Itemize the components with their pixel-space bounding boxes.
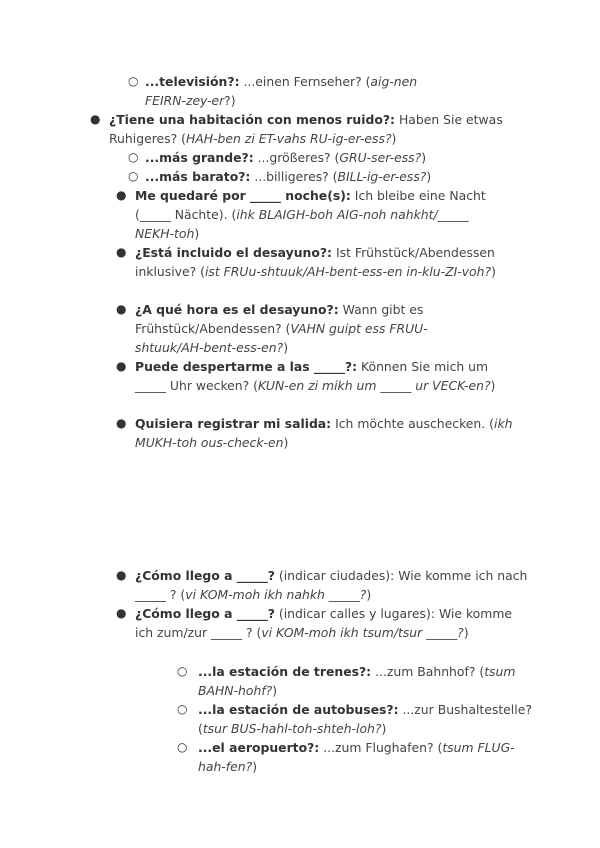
spanish-phrase: Quisiera registrar mi salida: [135,416,332,431]
german-translation: Wann gibt es Frühstück/Abendessen? ( [135,302,424,336]
list-item [116,300,465,357]
german-translation: (indicar calles y lugares): Wie komme ich zum/zur _____ ? ( [135,606,513,640]
hollow-bullet-icon: ○ [128,169,139,183]
pronunciation-close: ) [490,378,496,393]
filled-bullet-icon: ● [116,245,127,259]
pronunciation-close: ?) [224,93,236,108]
spanish-phrase: Me quedaré por _____ noche(s): [135,188,351,203]
filled-bullet-icon: ● [116,302,127,316]
list-item [116,357,520,395]
pronunciation-close: ) [421,150,427,165]
spanish-phrase: ...televisión?: [145,74,240,89]
phrase-text [135,566,535,604]
phrase-text [145,167,485,186]
pronunciation: aig-nen FEIRN-zey-er [145,74,418,108]
german-translation: Ich möchte auschecken. ( [331,416,494,431]
list-item [128,72,445,110]
pronunciation-close: ) [283,340,289,355]
german-translation: ...einen Fernseher? ( [239,74,371,89]
pronunciation: BILL-ig-er-ess? [337,169,427,184]
spanish-phrase: ...más grande?: [145,150,254,165]
pronunciation-close: ) [463,625,469,640]
german-translation: Können Sie mich um _____ Uhr wecken? ( [135,359,489,393]
list-item [116,186,510,243]
pronunciation-close: ) [366,587,372,602]
pronunciation: tsum BAHN-hohf? [198,664,516,698]
phrase-text [145,148,485,167]
filled-bullet-icon: ● [116,416,127,430]
hollow-bullet-icon: ○ [128,150,139,164]
spanish-phrase: ¿A qué hora es el desayuno?: [135,302,339,317]
pronunciation-close: ) [283,435,289,450]
german-translation: Haben Sie etwas Ruhigeres? ( [109,112,503,146]
german-translation: ...größeres? ( [253,150,340,165]
spanish-phrase: ...más barato?: [145,169,251,184]
spanish-phrase: ¿Está incluido el desayuno?: [135,245,333,260]
spanish-phrase: ...el aeropuerto?: [198,740,320,755]
list-item [116,243,520,281]
hollow-bullet-icon: ○ [177,702,188,716]
german-translation: ...zur Bushaltestelle? ( [198,702,532,736]
list-item [90,110,529,148]
pronunciation: GRU-ser-ess? [339,150,422,165]
list-item [128,167,485,186]
pronunciation-close: ) [252,759,258,774]
hollow-bullet-icon: ○ [128,74,139,88]
german-translation: ...billigeres? ( [250,169,338,184]
german-translation: ...zum Flughafen? ( [319,740,443,755]
filled-bullet-icon: ● [116,606,127,620]
german-translation: Ich bleibe eine Nacht (_____ Nächte). ( [135,188,486,222]
filled-bullet-icon: ● [116,359,127,373]
pronunciation: ist FRUu-shtuuk/AH-bent-ess-en in-klu-ZI-voh? [204,264,492,279]
spanish-phrase: ...la estación de autobuses?: [198,702,399,717]
pronunciation: vi KOM-moh ikh tsum/tsur _____? [261,625,464,640]
list-item [116,566,535,604]
pronunciation-close: ) [391,131,397,146]
pronunciation: KUN-en zi mikh um _____ ur VECK-en? [258,378,491,393]
pronunciation: HAH-ben zi ET-vahs RU-ig-er-ess? [185,131,392,146]
phrase-text [135,186,510,243]
phrase-text [198,700,533,738]
phrase-text [135,243,520,281]
list-item [116,604,530,642]
list-item [116,414,520,452]
pronunciation-close: ) [491,264,496,279]
hollow-bullet-icon: ○ [177,664,188,678]
pronunciation-close: ) [272,683,278,698]
phrase-text [135,300,465,357]
german-translation: ...zum Bahnhof? ( [371,664,485,679]
phrase-text [109,110,529,148]
list-item [177,700,533,738]
pronunciation: VAHN guipt ess FRUU-shtuuk/AH-bent-ess-en? [135,321,428,355]
filled-bullet-icon: ● [90,112,101,126]
phrase-text [135,357,520,395]
phrase-text [198,738,533,776]
spanish-phrase: ...la estación de trenes?: [198,664,372,679]
list-item [177,738,533,776]
pronunciation: vi KOM-moh ikh nahkh _____? [185,587,367,602]
pronunciation-close: ) [426,169,432,184]
pronunciation: tsur BUS-hahl-toh-shteh-loh? [202,721,382,736]
pronunciation-close: ) [194,226,200,241]
phrase-text [135,414,520,452]
spanish-phrase: Puede despertarme a las _____?: [135,359,358,374]
hollow-bullet-icon: ○ [177,740,188,754]
spanish-phrase: ¿Tiene una habitación con menos ruido?: [109,112,396,127]
list-item [177,662,533,700]
phrase-text [198,662,533,700]
german-translation: Ist Frühstück/Abendessen inklusive? ( [135,245,495,279]
german-translation: (indicar ciudades): Wie komme ich nach _____ ? ( [135,568,528,602]
pronunciation: ihk BLAIGH-boh AIG-noh nahkht/_____ NEKH-toh [135,207,469,241]
spanish-phrase: ¿Cómo llego a _____? [135,568,275,583]
filled-bullet-icon: ● [116,188,127,202]
pronunciation: tsum FLUG-hah-fen? [198,740,515,774]
spanish-phrase: ¿Cómo llego a _____? [135,606,275,621]
phrase-text [135,604,530,642]
pronunciation: ikh MUKH-toh ous-check-en [135,416,513,450]
list-item [128,148,485,167]
phrase-text [145,72,445,110]
pronunciation-close: ) [381,721,387,736]
filled-bullet-icon: ● [116,568,127,582]
